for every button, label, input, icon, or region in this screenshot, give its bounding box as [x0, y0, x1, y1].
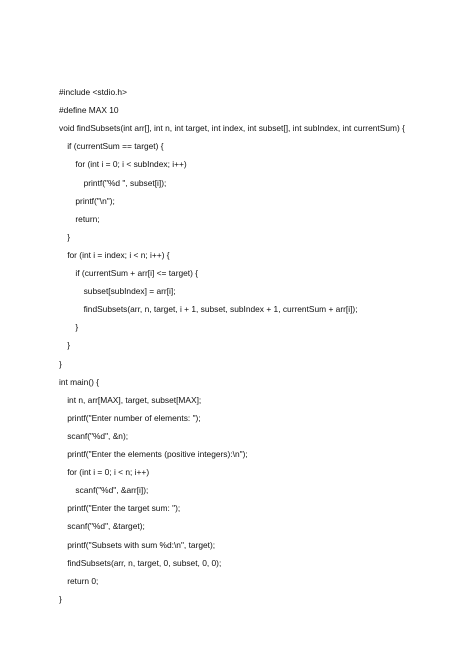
code-line: return;: [75, 213, 100, 224]
code-line: for (int i = index; i < n; i++) {: [67, 249, 170, 260]
code-line: #include <stdio.h>: [59, 87, 127, 97]
code-line: printf("%d ", subset[i]);: [83, 177, 167, 188]
code-line: int main() {: [59, 376, 100, 387]
code-line: #define MAX 10: [59, 105, 119, 116]
code-line: int n, arr[MAX], target, subset[MAX];: [67, 394, 202, 405]
code-line: void findSubsets(int arr[], int n, int target, int index, int subset[], int subIndex, int currentSum) {: [59, 123, 405, 134]
code-line: }: [59, 358, 62, 369]
code-line: }: [67, 231, 70, 242]
code-line: scanf("%d", &n);: [67, 430, 129, 441]
code-line: scanf("%d", &arr[i]);: [75, 485, 149, 496]
code-line: printf("\n");: [75, 195, 115, 206]
code-line: for (int i = 0; i < subIndex; i++): [75, 159, 187, 170]
code-line: if (currentSum == target) {: [67, 141, 164, 152]
code-line: for (int i = 0; i < n; i++): [67, 467, 150, 478]
code-line: printf("Enter the target sum: ");: [67, 503, 181, 514]
code-line: printf("Enter the elements (positive integers):\n");: [67, 449, 248, 459]
code-line: printf("Subsets with sum %d:\n", target);: [67, 539, 216, 550]
code-line: if (currentSum + arr[i] <= target) {: [75, 268, 199, 278]
code-line: }: [59, 593, 62, 604]
code-line: findSubsets(arr, n, target, 0, subset, 0, 0);: [67, 557, 222, 568]
code-line: }: [75, 322, 79, 333]
code-line: return 0;: [67, 575, 99, 586]
code-line: }: [67, 340, 70, 351]
code-line: scanf("%d", &target);: [67, 521, 145, 532]
code-line: findSubsets(arr, n, target, i + 1, subset, subIndex + 1, currentSum + arr[i]);: [83, 304, 358, 315]
code-line: printf("Enter number of elements: ");: [67, 412, 201, 423]
code-line: subset[subIndex] = arr[i];: [83, 286, 176, 297]
